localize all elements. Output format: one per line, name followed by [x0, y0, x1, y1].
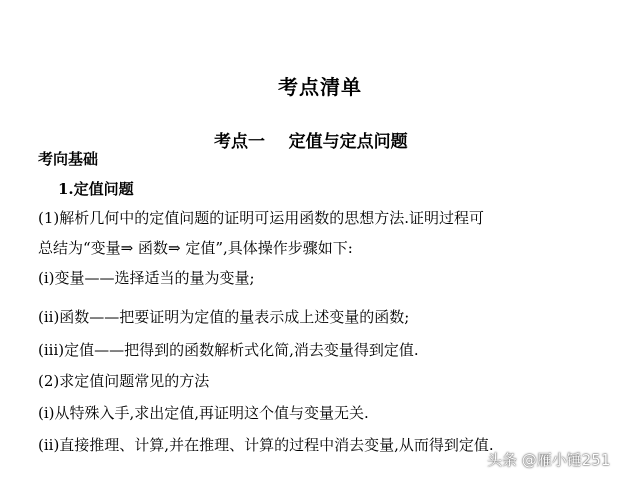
body-line: (ii)直接推理、计算,并在推理、计算的过程中消去变量,从而得到定值. — [38, 436, 494, 454]
page-title: 考点清单 — [278, 75, 362, 99]
body-line: (ii)函数——把要证明为定值的量表示成上述变量的函数; — [38, 308, 410, 326]
section-label: 考向基础 — [38, 150, 99, 168]
body-line: 总结为“变量⇒ 函数⇒ 定值”,具体操作步骤如下: — [38, 239, 353, 257]
body-line: (iii)定值——把得到的函数解析式化简,消去变量得到定值. — [38, 341, 419, 359]
body-line: (i)从特殊入手,求出定值,再证明这个值与变量无关. — [38, 404, 369, 422]
body-line: (2)求定值问题常见的方法 — [38, 372, 210, 390]
body-line: (i)变量——选择适当的量为变量; — [38, 269, 255, 287]
body-line: (1)解析几何中的定值问题的证明可运用函数的思想方法.证明过程可 — [38, 209, 485, 227]
watermark: 头条 @雁小锤251 — [487, 451, 611, 469]
section-subtitle: 考点一 定值与定点问题 — [214, 132, 408, 152]
item-heading: 1.定值问题 — [58, 180, 134, 198]
